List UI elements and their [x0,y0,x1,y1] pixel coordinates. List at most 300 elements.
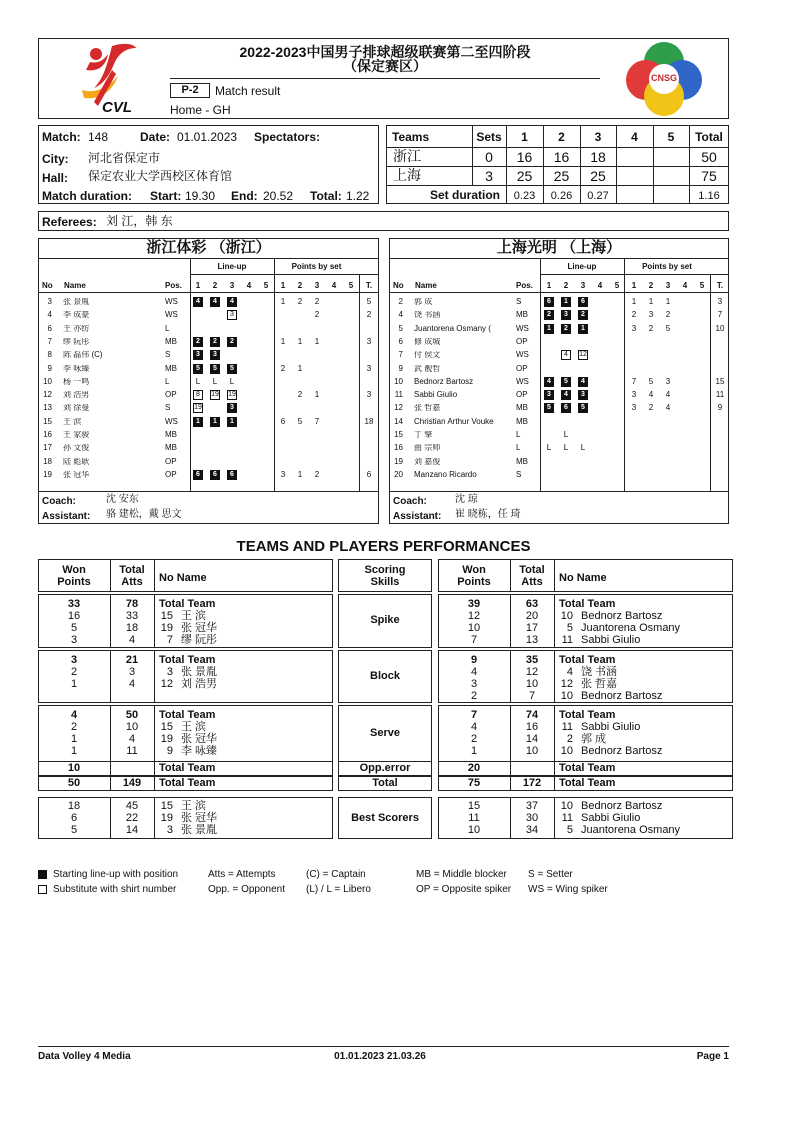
perf-serve-right-won: 2 [470,733,478,745]
team-a-pbs-header: Points by set [291,262,342,271]
team-a-player-name: 王 家骏 [63,431,90,439]
team-b-player-pos: MB [516,403,528,413]
perf-spike-left-player-name: 王 滨 [181,610,207,622]
perf-block-left-atts: 4 [128,678,136,690]
team-a-player-no: 9 [47,363,52,373]
team-b-lineup-start: 5 [578,403,588,413]
team-b-player-name: 郭 成 [414,298,433,306]
perf-block-left-won: 3 [70,654,78,666]
left-atts-header: Atts [121,576,143,588]
perf-block-right-atts: 7 [528,690,536,702]
report-name: Match result [215,84,281,98]
team-b-set-points: 3 [648,310,654,320]
team-b-player-total: 9 [717,403,723,413]
perf-serve-skill: Serve [370,726,400,739]
team-b-player-name: Juantorena Osmany ( [414,324,491,333]
perf-spike-right-player-name: Juantorena Osmany [581,622,681,634]
team-b-player-pos: L [516,430,521,439]
scoring-header: Scoring [364,564,406,576]
team-a-pts-col-1: 1 [280,281,286,290]
perf-block-left-won: 1 [70,678,78,690]
team-a-player-name: 陈 磊伟 (C) [63,351,103,360]
footer-right: Page 1 [696,1051,729,1062]
score-home-total: 50 [701,149,717,165]
perf-block-left-player-name: 刘 浩男 [181,678,218,690]
perf-opp-error-right-name: Total Team [559,762,616,774]
legend-op: OP = Opposite spiker [416,884,512,895]
legend-libero: (L) / L = Libero [306,884,371,895]
team-b-lineup-col-1: 1 [546,281,552,290]
legend-ws: WS = Wing spiker [528,884,608,895]
perf-spike-right-won: 10 [467,622,481,634]
score-col-set1: 1 [521,130,528,144]
team-b-set-points: 7 [631,376,637,386]
team-b-set-points: 2 [665,310,671,320]
perf-serve-right-won: 4 [470,721,478,733]
team-a-lineup-start: 1 [193,417,203,427]
team-a-lineup-start: 6 [210,470,220,480]
perf-spike-left-won: 3 [70,634,78,646]
perf-block-divider [154,650,155,703]
perf-serve-right-player-no: 10 [560,745,573,757]
perf-serve-right-atts: 74 [525,709,539,721]
best-player-no: 3 [166,824,173,836]
team-a-lineup-start: 1 [227,417,237,427]
perf-block-right-player-name: Bednorz Bartosz [581,690,663,702]
perf-spike-left-won: 16 [67,610,81,622]
perf-block-right-atts: 35 [525,654,539,666]
team-a-assistant: 骆 建松，戴 思文 [106,509,182,520]
team-b-lineup-start: 5 [561,377,571,387]
score-col-set3: 3 [594,130,602,144]
team-a-player-pos: MB [165,336,177,346]
perf-best-divider [554,797,555,839]
perf-serve-right-player-name: Total Team [559,709,616,721]
team-a-player-total: 3 [366,390,372,400]
team-a-player-no: 3 [47,297,52,306]
perf-serve-right-player-name: Bednorz Bartosz [581,745,663,757]
perf-spike-left-won: 5 [70,622,78,634]
team-a-col-name: Name [64,281,86,290]
score-home-set1: 16 [516,149,533,165]
team-a-player-name: 李 咏臻 [63,364,90,373]
team-b-player-pos: MB [516,416,528,426]
best-player-name: Sabbi Giulio [581,812,641,824]
team-a-lineup-start: 2 [210,337,220,347]
end-value: 20.52 [263,189,294,203]
team-b-lineup-start: 4 [544,377,554,387]
team-a-player-total: 3 [366,363,372,373]
perf-spike-left-won: 33 [67,598,81,610]
perf-spike-left-atts: 18 [125,622,139,634]
team-b-lineup-start: 4 [578,377,588,387]
perf-spike-right-player-no: 5 [566,622,573,634]
perf-opp-error-right-won: 20 [467,762,481,774]
referees-names: 刘 江，韩 东 [106,214,173,228]
team-b-player-no: 2 [398,297,403,306]
team-b-lineup-start: 2 [544,310,554,320]
perf-spike-right-atts: 13 [525,634,539,646]
best-won: 15 [467,800,481,812]
team-a-player-no: 17 [43,443,52,453]
team-a-player-pos: MB [165,443,177,453]
perf-serve-right-atts: 10 [525,745,539,757]
best-player-no: 15 [160,800,173,812]
team-a-player-no: 6 [47,323,52,333]
team-a-pts-col-5: 5 [348,281,354,290]
team-b-player-name: 丁 擎 [414,431,433,439]
team-b-player-name: 付 侯文 [414,351,441,360]
team-a-lineup-sub: 19 [211,391,219,399]
team-a-set-points: 6 [280,416,286,426]
team-b-pts-col-2: 2 [648,281,654,290]
team-a-lineup-sub: 3 [227,310,237,320]
team-a-set-points: 5 [297,416,303,426]
perf-serve-right-atts: 14 [525,733,539,745]
best-atts: 30 [525,812,539,824]
perf-spike-right-atts: 20 [525,610,539,622]
team-b-lineup-sub: 12 [579,351,587,359]
team-b-lineup-header: Line-up [567,262,597,271]
right-total-header: Total [519,564,545,576]
team-b-player-total: 11 [715,390,725,400]
best-atts: 34 [525,824,539,836]
best-atts: 22 [125,812,139,824]
team-a-player-no: 7 [47,336,52,346]
team-b-pts-col-5: 5 [699,281,705,290]
best-player-name: 张 景胤 [181,824,218,836]
team-b-player-no: 14 [394,416,403,426]
perf-block-skill: Block [370,669,400,682]
perf-block-left-won: 2 [70,666,78,678]
best-player-no: 10 [560,800,573,812]
city-label: City: [42,152,69,166]
team-a-player-pos: L [165,376,170,386]
best-atts: 14 [125,824,139,836]
best-won: 10 [467,824,481,836]
skills-header: Skills [370,576,400,588]
team-a-player-pos: WS [165,297,178,306]
team-a-set-points: 1 [280,336,286,346]
team-b-player-name: Manzano Ricardo [414,470,477,479]
perf-spike-right-won: 7 [470,634,478,646]
team-a-col-pos: Pos. [165,281,182,290]
team-b-player-no: 12 [394,403,403,413]
score-sets-away: 3 [485,168,493,184]
team-b-player-pos: WS [516,376,529,386]
team-a-coach-label: Coach: [42,496,76,507]
team-a-col-no: No [42,281,53,290]
team-b-lineup-start: 1 [578,324,588,334]
team-a-lineup-col-2: 2 [212,281,218,290]
team-a-player-name: 孙 文俊 [63,444,90,453]
perf-block-right-atts: 12 [525,666,539,678]
perf-serve-right-atts: 16 [525,721,539,733]
team-b-player-no: 11 [394,390,403,400]
perf-block-right-won: 4 [470,666,478,678]
team-a-player-no: 13 [43,403,52,413]
set1-duration: 0.23 [513,190,536,202]
score-col-sets: Sets [476,130,502,144]
perf-serve-left-won: 1 [70,733,78,745]
legend-substitute-square [38,885,47,894]
legend-substitute: Substitute with shirt number [53,884,177,895]
legend-opp: Opp. = Opponent [208,884,286,895]
right-won-header: Won [462,564,486,576]
team-a-set-points: 1 [314,336,320,346]
team-a-player-name: 王 亦纺 [63,324,90,333]
team-b-player-no: 16 [394,443,403,453]
team-b-lineup-start: 3 [544,390,554,400]
team-a-lineup-start: 6 [227,470,237,480]
team-b-set-points: 1 [648,297,654,306]
team-b-lineup-start: 3 [561,310,571,320]
perf-spike-right-won: 39 [467,598,481,610]
perf-block-right-won: 3 [470,678,478,690]
cnsg-logo-text: CNSG [650,73,677,83]
team-b-coach: 沈 琼 [455,494,478,505]
perf-serve-divider [154,705,155,762]
perf-serve-left-won: 1 [70,745,78,757]
perf-block-right-player-no: 10 [560,690,573,702]
perf-spike-divider [154,594,155,648]
team-b-player-name: 张 哲嘉 [414,404,441,413]
score-team-home: 浙江 [393,148,421,164]
city-value: 河北省保定市 [88,151,161,165]
perf-total-left-atts: 149 [122,777,142,789]
team-b-player-no: 19 [394,456,403,466]
team-a-player-name: 陆 彪耿 [63,457,90,466]
team-b-set-points: 2 [648,403,654,413]
team-b-player-total: 7 [717,310,723,320]
team-a-player-no: 18 [43,456,52,466]
legend-mb: MB = Middle blocker [416,869,507,880]
team-a-lineup-sub: 8 [193,390,203,400]
team-b-lineup-start: 6 [561,403,571,413]
team-b-pts-col-4: 4 [682,281,688,290]
team-b-set-points: 4 [665,390,671,400]
team-b-player-no: 6 [398,336,403,346]
team-a-player-pos: S [165,350,171,360]
team-a-player-pos: OP [165,456,177,466]
referees-label: Referees: [42,215,97,229]
team-a-name: 浙江体彩 （浙江） [146,239,271,256]
duration-label: Match duration: [42,189,132,203]
team-b-player-no: 4 [398,310,403,320]
score-col-total: Total [695,130,723,144]
team-a-set-points: 1 [297,363,303,373]
team-b-lineup-libero: L [580,443,586,453]
team-a-player-total: 3 [366,336,372,346]
perf-serve-right-player-no: 2 [566,733,573,745]
team-a-set-points: 2 [297,390,303,400]
spectators-label: Spectators: [254,130,321,144]
team-b-player-pos: MB [516,310,528,320]
perf-serve-left-player-no: 9 [166,745,173,757]
team-b-set-points: 5 [648,376,654,386]
perf-block-right-player-name: Total Team [559,654,616,666]
team-b-lineup-start: 6 [578,297,588,307]
team-a-coach: 沈 安东 [106,494,139,505]
team-a-player-total: 6 [366,469,372,479]
legend-captain: (C) = Captain [306,869,366,880]
team-a-lineup-start: 5 [227,364,237,374]
team-b-player-pos: OP [516,336,528,346]
team-a-set-points: 7 [314,416,320,426]
perf-spike-left-player-no: 15 [160,610,173,622]
best-won: 6 [70,812,78,824]
team-a-player-name: 王 滨 [63,417,82,426]
team-b-player-name: 刘 嘉俊 [414,457,441,466]
team-a-player-no: 12 [43,390,52,400]
perf-spike-left-player-name: 张 冠华 [181,622,218,634]
team-b-player-no: 15 [394,430,403,439]
start-value: 19.30 [185,189,216,203]
team-a-lineup-col-4: 4 [246,281,252,290]
perf-serve-left-player-name: 李 咏臻 [181,745,218,757]
perf-spike-right-player-name: Sabbi Giulio [581,634,641,646]
perf-spike-divider [554,594,555,648]
score-col-set4: 4 [631,130,638,144]
score-home-set3: 18 [590,149,606,165]
team-a-player-pos: WS [165,310,178,320]
team-a-player-name: 杨 一鸣 [63,377,90,386]
score-col-set5: 5 [667,130,675,144]
best-won: 5 [70,824,78,836]
footer-rule [38,1046,729,1047]
team-b-player-name: 曲 宗帅 [414,444,441,453]
left-won-header: Won [62,564,86,576]
team-b-set-points: 3 [665,376,671,386]
team-a-player-pos: L [165,323,170,333]
best-player-name: Bednorz Bartosz [581,800,663,812]
perf-total-right-atts: 172 [522,777,542,789]
team-a-set-points: 1 [280,297,286,306]
team-a-player-pos: MB [165,430,177,439]
perf-spike-left-player-name: 缪 阮彤 [181,634,218,646]
team-a-player-name: 张 景胤 [63,298,90,306]
perf-spike-left-player-name: Total Team [159,598,216,610]
right-points-header: Points [457,576,491,588]
perf-spike-skill: Spike [370,614,400,626]
team-b-set-points: 1 [631,297,637,306]
perf-total-right-won: 75 [467,777,481,789]
team-a-set-points: 2 [314,297,320,306]
legend-starting-square [38,870,47,879]
team-a-lineup-start: 2 [193,337,203,347]
perf-opp-error-skill: Opp.error [359,762,411,774]
team-b-player-pos: OP [516,363,528,373]
perf-opp-error-left-won: 10 [67,762,81,774]
perf-serve-right-player-name: 郭 成 [581,733,607,745]
team-b-lineup-libero: L [563,443,569,453]
team-a-player-no: 19 [43,469,52,479]
team-a-player-pos: WS [165,416,178,426]
team-b-lineup-col-2: 2 [563,281,569,290]
legend-starting: Starting line-up with position [53,869,179,880]
team-b-player-total: 3 [717,297,723,306]
team-a-pts-col-2: 2 [297,281,303,290]
team-a-assistant-label: Assistant: [42,511,91,522]
set2-duration: 0.26 [550,190,573,202]
perf-serve-left-won: 2 [70,721,78,733]
cvl-logo [72,40,152,118]
team-b-set-points: 4 [665,403,671,413]
team-a-pts-col-3: 3 [314,281,320,290]
team-a-lineup-start: 4 [227,297,237,307]
team-a-player-name: 李 成豪 [63,311,90,320]
team-b-lineup-libero: L [546,443,552,453]
score-away-set3: 25 [590,168,606,184]
perf-opp-error-divider [154,761,155,776]
perf-serve-left-atts: 11 [126,745,138,757]
team-a-player-total: 5 [366,297,372,306]
perf-serve-right-player-no: 11 [561,721,573,733]
perf-serve-left-player-no: 15 [160,721,173,733]
perf-block-right-player-name: 张 哲嘉 [581,678,618,690]
team-b-player-pos: WS [516,323,529,333]
team-b-lineup-start: 2 [561,324,571,334]
team-a-player-no: 16 [43,430,52,439]
perf-best-skill: Best Scorers [351,812,419,824]
team-a-lineup-start: 3 [210,350,220,360]
team-a-set-points: 2 [314,469,320,479]
match-label: Match: [42,130,81,144]
team-b-lineup-col-3: 3 [580,281,586,290]
team-b-assistant: 崔 晓栋，任 琦 [455,509,521,520]
team-a-lineup-start: 3 [193,350,203,360]
score-col-set2: 2 [558,130,565,144]
team-a-player-name: 缪 阮彤 [63,337,90,346]
team-a-lineup-sub: 19 [228,391,236,399]
perf-block-right-won: 2 [470,690,478,702]
perf-serve-right-won: 7 [470,709,478,721]
team-b-col-no: No [393,281,404,290]
team-a-set-points: 3 [280,469,286,479]
team-b-lineup-start: 3 [578,390,588,400]
team-a-player-no: 4 [47,310,52,320]
perf-block-right-won: 9 [470,654,478,666]
team-a-player-pos: S [165,403,171,413]
perf-opp-error-divider [110,761,111,776]
perf-opp-error-divider [510,761,511,776]
perf-serve-left-won: 4 [70,709,78,721]
report-code-badge: P-2 [170,83,210,98]
title-underline [170,78,600,79]
perf-spike-right-player-no: 11 [561,634,573,646]
team-b-player-total: 15 [715,376,725,386]
team-b-pbs-header: Points by set [642,262,692,271]
score-home-set2: 16 [553,149,570,165]
team-b-lineup-start: 5 [544,403,554,413]
team-a-pts-col-4: 4 [331,281,337,290]
team-a-total-col: T. [365,281,373,290]
best-player-name: 张 冠华 [181,812,218,824]
legend-setter: S = Setter [528,869,573,880]
total-label: Total: [310,189,342,203]
left-total-header: Total [119,564,145,576]
team-a-lineup-start: 3 [227,403,237,413]
start-label: Start: [150,189,182,203]
perf-spike-right-player-name: Bednorz Bartosz [581,610,663,622]
team-b-lineup-start: 4 [561,390,571,400]
best-player-no: 5 [566,824,573,836]
perf-block-left-player-no: 3 [166,666,173,678]
perf-spike-left-player-no: 7 [166,634,173,646]
team-b-player-name: 饶 书涵 [414,311,441,320]
team-b-lineup-start: 1 [544,324,554,334]
perf-spike-right-player-no: 10 [560,610,573,622]
